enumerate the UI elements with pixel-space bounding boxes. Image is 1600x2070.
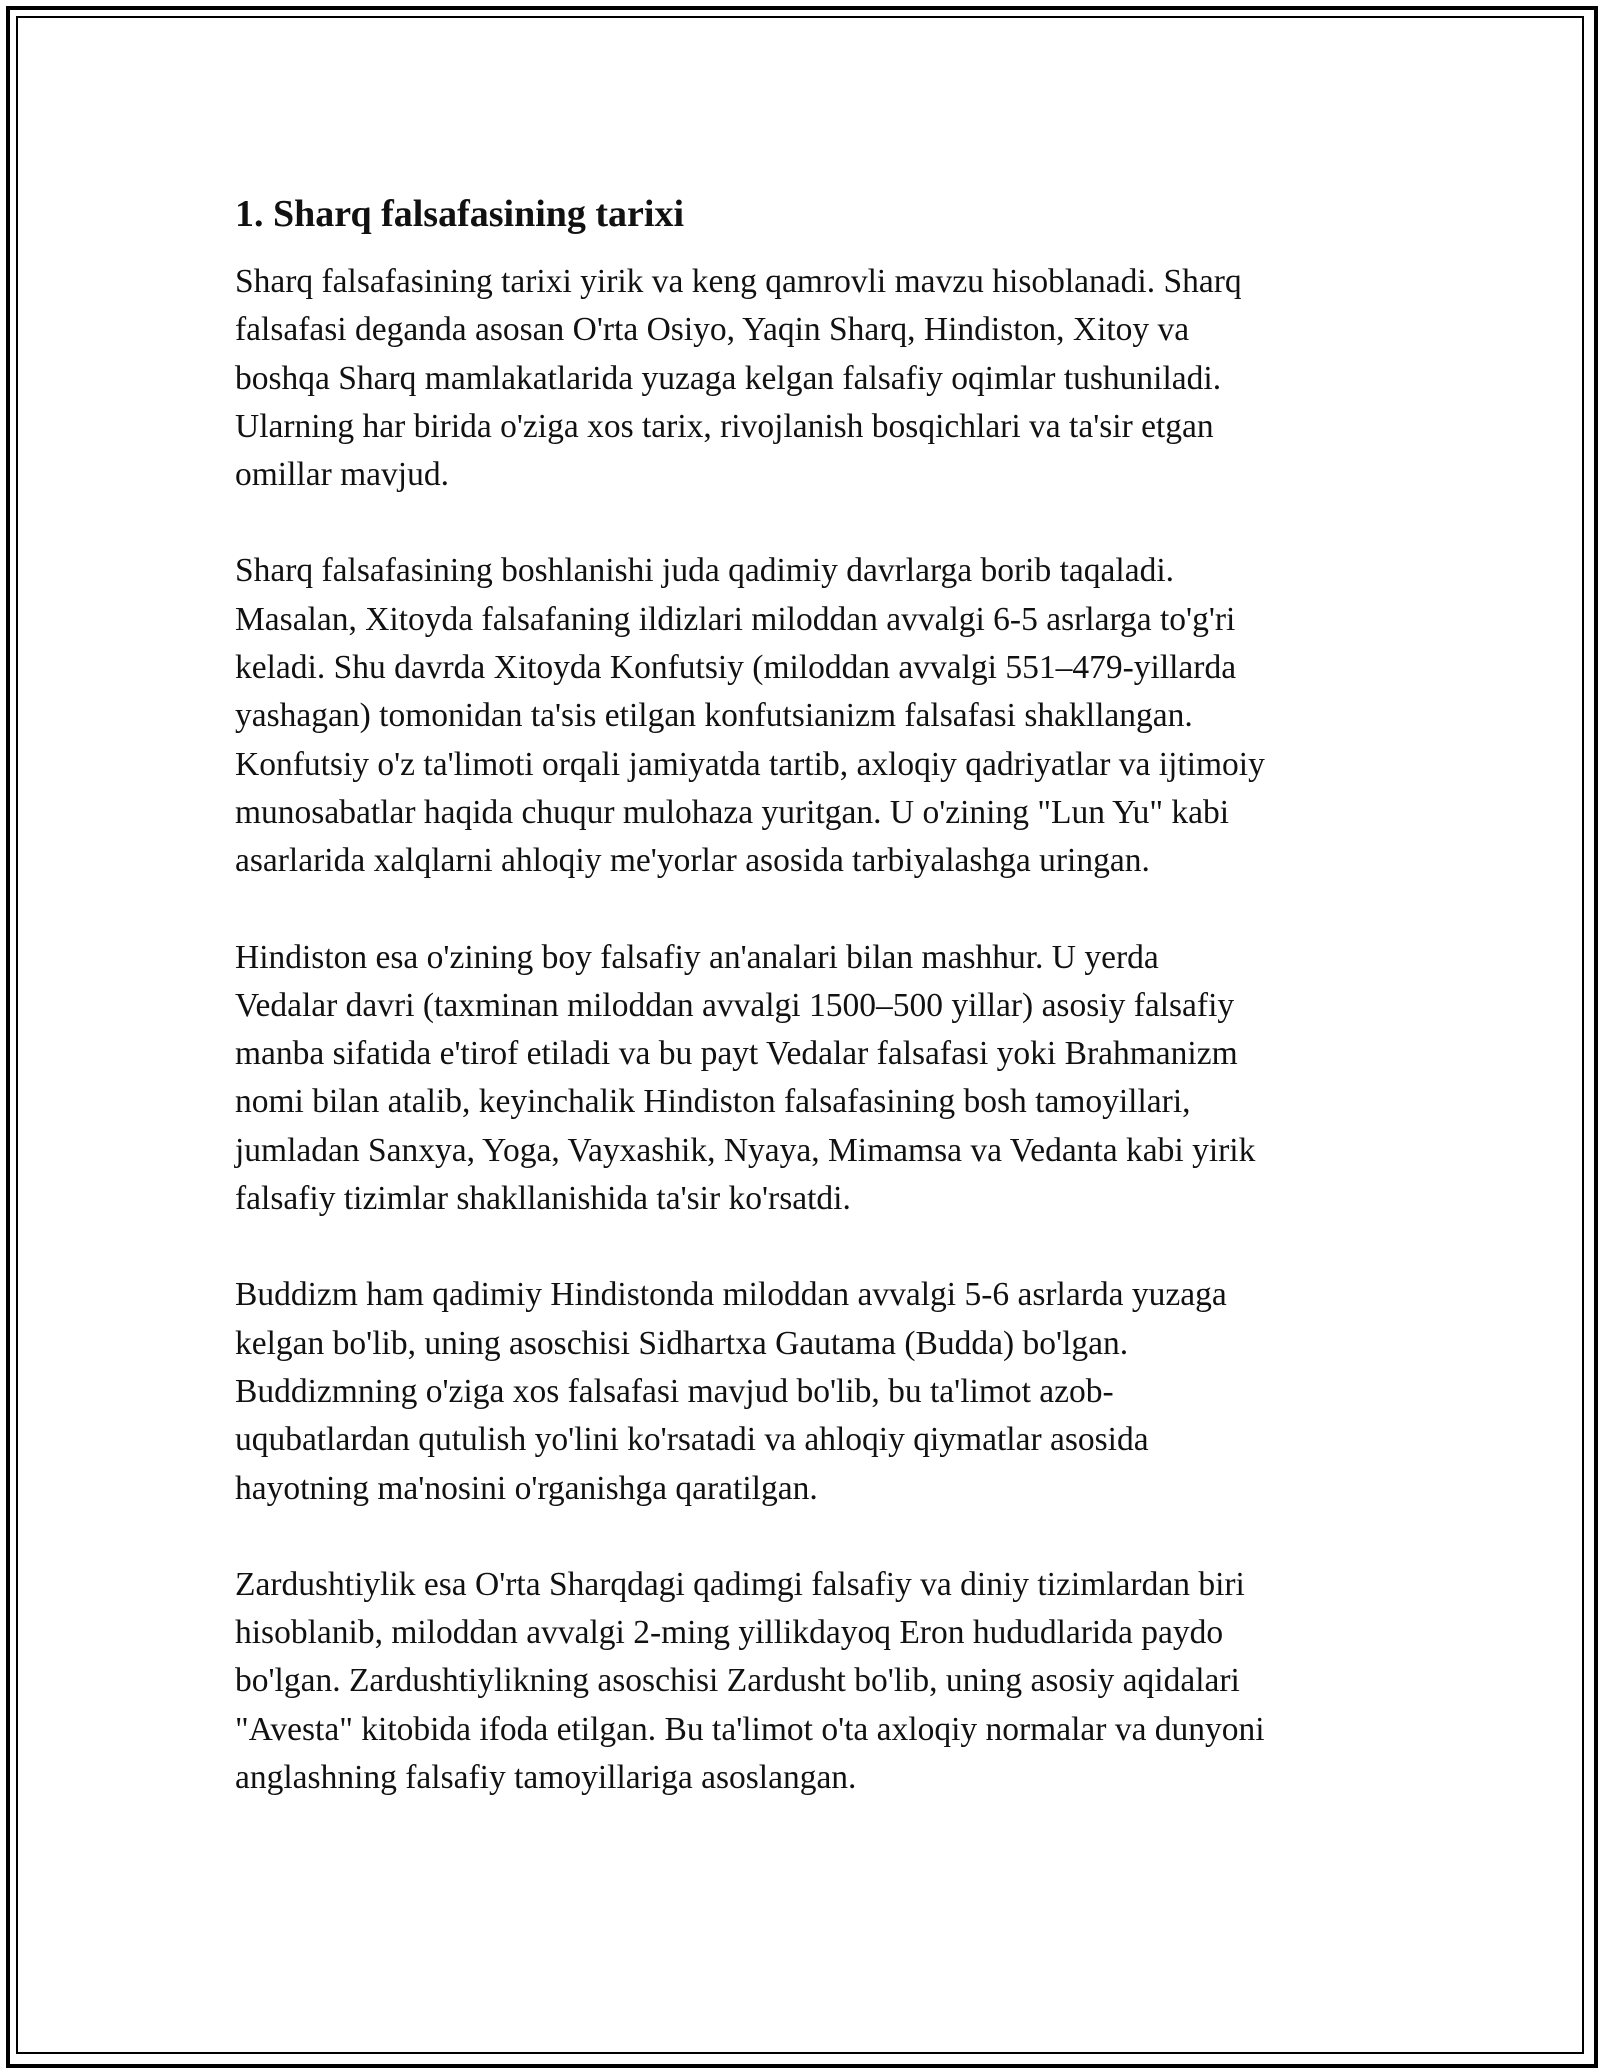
paragraph-line: Masalan, Xitoyda falsafaning ildizlari miloddan avvalgi 6-5 asrlarga to'g'ri — [235, 600, 1236, 638]
paragraph-line: yashagan) tomonidan ta'sis etilgan konfutsianizm falsafasi shakllangan. — [235, 697, 1193, 735]
paragraph-line: asarlarida xalqlarni ahloqiy me'yorlar asosida tarbiyalashga uringan. — [235, 842, 1150, 880]
document-body — [235, 188, 1395, 1850]
document-title: 1. Sharq falsafasining tarixi — [235, 193, 685, 235]
paragraph-3 — [235, 934, 1395, 1224]
paragraph-line: keladi. Shu davrda Xitoyda Konfutsiy (miloddan avvalgi 551–479-yillarda — [235, 649, 1237, 687]
paragraph-1 — [235, 258, 1395, 499]
paragraph-line: falsafiy tizimlar shakllanishida ta'sir ko'rsatdi. — [235, 1180, 851, 1218]
paragraph-line: Zardushtiylik esa O'rta Sharqdagi qadimgi falsafiy va diniy tizimlardan biri — [235, 1565, 1245, 1603]
paragraph-line: boshqa Sharq mamlakatlarida yuzaga kelgan falsafiy oqimlar tushuniladi. — [235, 359, 1222, 397]
paragraph-line: Buddizmning o'ziga xos falsafasi mavjud bo'lib, bu ta'limot azob- — [235, 1372, 1114, 1410]
paragraph-line: munosabatlar haqida chuqur mulohaza yuritgan. U o'zining "Lun Yu" kabi — [235, 793, 1230, 831]
paragraph-line: Ularning har birida o'ziga xos tarix, rivojlanish bosqichlari va ta'sir etgan — [235, 407, 1214, 445]
paragraph-5 — [235, 1561, 1395, 1802]
paragraph-line: Konfutsiy o'z ta'limoti orqali jamiyatda tartib, axloqiy qadriyatlar va ijtimoiy — [235, 745, 1265, 783]
paragraph-line: Hindiston esa o'zining boy falsafiy an'analari bilan mashhur. U yerda — [235, 938, 1159, 976]
paragraph-line: jumladan Sanxya, Yoga, Vayxashik, Nyaya, Mimamsa va Vedanta kabi yirik — [235, 1131, 1256, 1169]
paragraph-line: Buddizm ham qadimiy Hindistonda miloddan avvalgi 5-6 asrlarda yuzaga — [235, 1276, 1227, 1314]
paragraph-line: hayotning ma'nosini o'rganishga qaratilgan. — [235, 1469, 818, 1507]
paragraph-line: Sharq falsafasining tarixi yirik va keng qamrovli mavzu hisoblanadi. Sharq — [235, 263, 1242, 300]
paragraph-4 — [235, 1271, 1395, 1512]
paragraph-line: "Avesta" kitobida ifoda etilgan. Bu ta'limot o'ta axloqiy normalar va dunyoni — [235, 1710, 1265, 1748]
paragraph-line: bo'lgan. Zardushtiylikning asoschisi Zardusht bo'lib, uning asosiy aqidalari — [235, 1662, 1240, 1700]
paragraph-line: kelgan bo'lib, uning asoschisi Sidhartxa Gautama (Budda) bo'lgan. — [235, 1324, 1129, 1362]
paragraph-line: anglashning falsafiy tamoyillariga asoslangan. — [235, 1759, 857, 1797]
paragraph-line: Sharq falsafasining boshlanishi juda qadimiy davrlarga borib taqaladi. — [235, 552, 1175, 590]
paragraph-line: omillar mavjud. — [235, 456, 449, 494]
paragraph-line: falsafasi deganda asosan O'rta Osiyo, Yaqin Sharq, Hindiston, Xitoy va — [235, 311, 1190, 349]
paragraph-line: hisoblanib, miloddan avvalgi 2-ming yillikdayoq Eron hududlarida paydo — [235, 1614, 1224, 1652]
paragraph-line: nomi bilan atalib, keyinchalik Hindiston falsafasining bosh tamoyillari, — [235, 1083, 1191, 1121]
paragraph-2 — [235, 547, 1395, 885]
paragraph-line: Vedalar davri (taxminan miloddan avvalgi 1500–500 yillar) asosiy falsafiy — [235, 986, 1235, 1024]
paragraph-line: uqubatlardan qutulish yo'lini ko'rsatadi va ahloqiy qiymatlar asosida — [235, 1421, 1149, 1459]
paragraph-line: manba sifatida e'tirof etiladi va bu payt Vedalar falsafasi yoki Brahmanizm — [235, 1035, 1238, 1073]
